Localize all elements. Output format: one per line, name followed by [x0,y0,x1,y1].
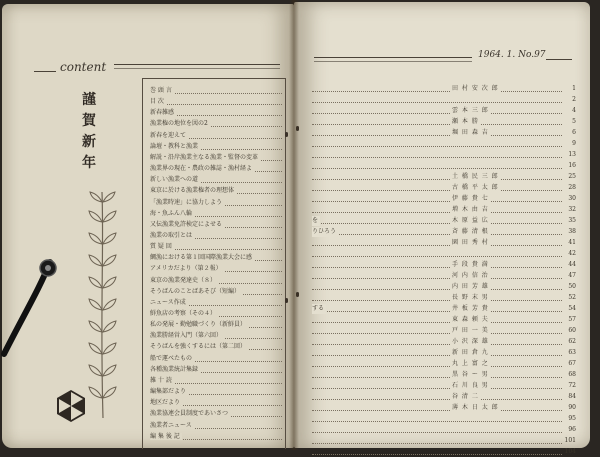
toc-entry-right [312,238,576,248]
toc-entry-left [150,320,282,330]
toc-entry-page: 6 [572,129,576,136]
issue-rule-left-thin [314,61,472,62]
toc-entry-left [150,287,282,297]
toc-entry-page: 13 [568,151,576,158]
content-rule-right [114,64,280,65]
toc-entry-right [312,150,576,160]
toc-entry-page: 90 [568,404,576,411]
toc-entry-author: 土 橋 民 三 郎 [452,173,499,180]
toc-entry-title: 地区だより [150,399,181,407]
toc-entry-author: 谷 清 二 [452,393,479,400]
toc-entry-right [312,183,576,193]
toc-entry-title: 私の発展・勤勉職づくり（新鮮員） [150,321,247,329]
toc-entry-author: 内 田 芳 雄 [452,283,489,290]
toc-entry-author: 田 村 安 次 郎 [452,85,499,92]
toc-entry-right [312,95,576,105]
toc-entry-page: 38 [568,228,576,235]
toc-entry-title: 漁業の取引とは [150,231,193,239]
toc-entry-left [150,432,282,442]
issue-label: 1964. 1. No.97 [478,50,546,60]
toc-entry-title: 新春雑感 [150,109,175,117]
toc-entry-right [312,84,576,94]
toc-entry-author: 手 段 貴 満 [452,261,489,268]
leaf-sprig-icon [82,190,122,420]
toc-entry-page: 96 [568,426,576,433]
toc-entry-title-tail: を [312,217,319,224]
toc-entry-title: 漁業権の地位を図の2 [150,120,208,128]
toc-entry-right [312,139,576,149]
toc-entry-page: 47 [568,272,576,279]
toc-entry-author: 石 川 良 男 [452,382,489,389]
toc-entry-right [312,370,576,380]
toc-entry-author: 丸 上 富 之 [452,360,489,367]
content-label: content [60,60,107,74]
new-year-greeting [80,90,98,174]
toc-entry-left [150,209,282,219]
toc-entry-right [312,161,576,171]
toc-entry-title: 目 次 [150,98,164,106]
binding-hole [285,132,288,137]
publisher-emblem-icon [54,389,88,423]
toc-entry-left [150,86,282,96]
toc-entry-page: 25 [568,173,576,180]
toc-entry-title-tail: りひろう [312,228,337,235]
toc-entry-right [312,260,576,270]
toc-entry-author: 薄 木 日 太 郎 [452,404,499,411]
toc-entry-author: 河 内 信 治 [452,272,489,279]
toc-entry-title: 各種漁業統計集録 [150,365,199,373]
toc-entry-left [150,220,282,230]
toc-entry-page: 5 [572,118,576,125]
content-rule-right-thin [114,68,280,69]
toc-entry-page: 67 [568,360,576,367]
toc-entry-title: 漁業者ニュース [150,421,192,429]
content-rule-left [34,71,56,72]
toc-entry-left [150,298,282,308]
toc-entry-left [150,131,282,141]
toc-entry-right [312,227,576,237]
toc-entry-right [312,414,576,424]
toc-entry-left [150,198,282,208]
toc-entry-left [150,242,282,252]
toc-entry-right [312,326,576,336]
toc-entry-title: 鮮魚店の考察（その４） [150,310,217,317]
toc-entry-right [312,249,576,259]
toc-entry-left [150,175,282,185]
toc-entry-page: 84 [568,393,576,400]
toc-entry-right [312,381,576,391]
toc-entry-left [150,276,282,286]
toc-entry-right [312,216,576,226]
toc-entry-page: 41 [568,239,576,246]
toc-entry-page: 52 [568,294,576,301]
toc-entry-right [312,194,576,204]
toc-entry-author: 園 田 秀 村 [452,239,489,246]
toc-entry-page: 2 [572,96,576,103]
toc-entry-author: 長 野 末 男 [452,294,489,301]
toc-entry-right [312,436,576,446]
toc-entry-page: 1 [572,85,576,92]
toc-entry-title: 船で運べたもの [150,354,193,362]
toc-entry-page: 68 [568,371,576,378]
toc-entry-title: 雑 十 読 [150,376,172,384]
toc-entry-page: 30 [568,195,576,202]
toc-entry-right [312,282,576,292]
toc-entry-left [150,342,282,352]
right-page [294,2,590,455]
toc-entry-right [312,337,576,347]
toc-entry-page: 42 [568,250,576,257]
toc-entry-author: 木 原 益 広 [452,217,489,224]
toc-entry-right [312,128,576,138]
toc-entry-left [150,231,282,241]
toc-entry-right [312,271,576,281]
toc-entry-author: 雲 本 三 郎 [452,107,489,114]
toc-entry-author: 瀬 本 勝 [452,118,479,125]
toc-entry-left [150,97,282,107]
toc-entry-title: 新しい漁業への道 [150,176,199,184]
toc-entry-author: 増 木 由 吉 [452,206,489,213]
toc-entry-author: 黒 谷 ー 男 [452,371,489,378]
toc-entry-title: 漁業協連会員制度であいさつ [150,410,229,418]
toc-entry-right [312,348,576,358]
toc-entry-page: 54 [568,305,576,312]
toc-entry-right [312,403,576,413]
toc-entry-right [312,172,576,182]
toc-entry-title: 海・魚ふん八輪 [150,209,193,217]
toc-entry-left [150,387,282,397]
toc-entry-author: 井 板 芳 貴 [452,305,489,312]
toc-entry-page: 60 [568,327,576,334]
toc-entry-title: 質 疑 回 [150,243,172,251]
toc-entry-left [150,164,282,174]
toc-entry-page: 4 [572,107,576,114]
toc-entry-title: ニュース作成 [150,298,186,306]
toc-entry-title: 東京に於ける漁業権者の理想体 [150,187,235,195]
toc-entry-title: 解説・沿岸漁業主なる漁業・監督の変革 [150,153,259,161]
book-gutter [289,0,299,450]
toc-entry-right [312,117,576,127]
toc-entry-page: 32 [568,206,576,213]
toc-entry-left [150,186,282,196]
left-page [2,4,294,448]
toc-entry-left [150,142,282,152]
toc-entry-left [150,153,282,163]
toc-entry-author: 東 森 頼 夫 [452,316,489,323]
toc-entry-right [312,304,576,314]
toc-entry-right [312,425,576,435]
toc-entry-left [150,253,282,263]
toc-entry-title: 漁業勝経営入門（第六回） [150,332,223,340]
toc-entry-left [150,354,282,364]
toc-entry-author: 戸 田 一 美 [452,327,489,334]
toc-entry-right [312,447,576,457]
toc-entry-page: 57 [568,316,576,323]
book-clip-icon [0,258,62,358]
toc-entry-left [150,331,282,341]
binding-hole [285,298,288,303]
toc-entry-title: アメリカだより（第２報） [150,265,222,273]
toc-entry-title: 編集部だより [150,388,187,396]
toc-entry-title: 鯛漁における第１回国際漁業大会に感 [150,254,253,262]
toc-entry-author: 古 橋 平 太 郎 [452,184,499,191]
toc-entry-title: 巻 頭 言 [150,87,172,94]
greeting-char: 謹 [82,92,96,108]
toc-entry-title: 又伝漁業免許検定によせる [150,220,223,228]
toc-entry-title: 漁業界の現在・農政の雑誌・漁村経よ [150,165,253,173]
toc-entry-author: 新 田 倉 九 [452,349,489,356]
toc-entry-right [312,315,576,325]
toc-entry-page: 9 [572,140,576,147]
toc-entry-page: 104 [564,448,576,455]
toc-entry-left [150,365,282,375]
toc-entry-right [312,106,576,116]
toc-entry-left [150,119,282,129]
toc-entry-page: 28 [568,184,576,191]
toc-entry-left [150,264,282,274]
toc-entry-title: 論壇・教科と漁業 [150,142,199,150]
toc-entry-author: 堀 田 森 吉 [452,129,489,136]
toc-entry-right [312,205,576,215]
toc-entry-page: 101 [564,437,576,444]
toc-entry-page: 35 [568,217,576,224]
toc-entry-right [312,392,576,402]
toc-entry-left [150,398,282,408]
toc-entry-right [312,359,576,369]
issue-rule-left [314,57,472,58]
toc-entry-title: 編 集 後 記 [150,432,180,440]
toc-entry-title: そうばんのことばあそび（短編） [150,287,241,295]
toc-entry-title: 「漁業時速」に協力しよう [150,198,223,206]
toc-entry-title: そうばんを強くするには（第二回） [150,343,247,351]
toc-entry-page: 44 [568,261,576,268]
toc-entry-page: 50 [568,283,576,290]
toc-entry-left [150,376,282,386]
toc-entry-page: 16 [568,162,576,169]
toc-entry-page: 63 [568,349,576,356]
toc-entry-right [312,293,576,303]
greeting-char: 年 [82,155,96,171]
toc-entry-left [150,421,282,431]
toc-entry-title: 新春を迎えて [150,131,187,139]
toc-entry-author: 伊 藤 貴 七 [452,195,489,202]
toc-entry-title: 東京の漁業発達史（８） [150,276,217,284]
toc-entry-left [150,309,282,319]
toc-entry-author: 斉 藤 清 根 [452,228,489,235]
toc-entry-page: 62 [568,338,576,345]
toc-entry-page: 72 [568,382,576,389]
toc-entry-left [150,108,282,118]
toc-entry-left [150,409,282,419]
greeting-char: 新 [82,134,96,150]
issue-rule-right [546,59,572,60]
toc-entry-title-tail: する [312,305,325,312]
toc-entry-author: 小 沢 深 雄 [452,338,489,345]
greeting-char: 賀 [82,113,96,129]
toc-entry-page: 95 [568,415,576,422]
